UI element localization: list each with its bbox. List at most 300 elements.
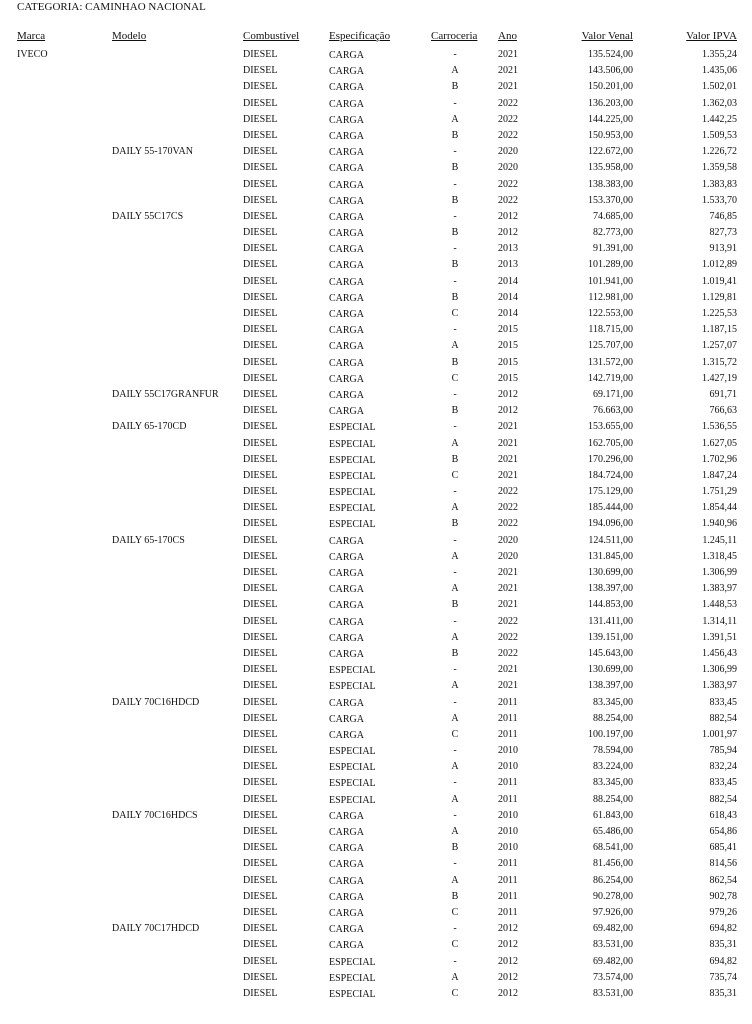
cell-valor-venal: 142.719,00 — [588, 372, 633, 384]
cell-ano: 2010 — [498, 826, 518, 837]
cell-valor-ipva: 1.854,44 — [702, 502, 737, 514]
table-row — [0, 743, 752, 759]
cell-valor-ipva: 1.362,03 — [702, 97, 737, 109]
cell-valor-ipva: 1.318,45 — [702, 550, 737, 562]
cell-carroceria: B — [451, 291, 459, 303]
table-row — [0, 921, 752, 937]
cell-ano: 2022 — [498, 97, 518, 109]
cell-combustivel: DIESEL — [243, 680, 278, 692]
cell-combustivel: DIESEL — [243, 534, 278, 546]
cell-valor-ipva: 1.226,72 — [702, 146, 737, 158]
cell-especificacao: CARGA — [329, 50, 365, 61]
table-row — [0, 727, 752, 743]
cell-especificacao: CARGA — [329, 551, 365, 563]
cell-carroceria: B — [451, 129, 459, 141]
cell-especificacao: CARGA — [329, 632, 365, 644]
cell-valor-ipva: 1.001,97 — [702, 728, 737, 740]
cell-especificacao: CARGA — [329, 697, 365, 709]
cell-carroceria: B — [451, 647, 459, 659]
cell-valor-ipva: 1.533,70 — [702, 194, 737, 206]
cell-especificacao: CARGA — [329, 600, 365, 612]
cell-ano: 2022 — [498, 194, 518, 206]
table-row — [0, 954, 752, 970]
cell-carroceria: B — [451, 162, 459, 174]
cell-valor-ipva: 1.391,51 — [702, 631, 737, 643]
table-row — [0, 889, 752, 905]
cell-combustivel: DIESEL — [243, 308, 278, 319]
cell-ano: 2011 — [498, 906, 518, 918]
table-row — [0, 840, 752, 856]
cell-carroceria: A — [451, 712, 459, 724]
cell-valor-ipva: 1.435,06 — [702, 65, 737, 77]
cell-ano: 2022 — [498, 129, 518, 141]
cell-valor-venal: 88.254,00 — [593, 793, 633, 805]
cell-combustivel: DIESEL — [243, 987, 278, 999]
cell-valor-venal: 83.531,00 — [593, 939, 633, 951]
cell-especificacao: CARGA — [329, 309, 365, 320]
cell-combustivel: DIESEL — [243, 615, 278, 627]
cell-combustivel: DIESEL — [243, 81, 278, 93]
cell-valor-ipva: 882,54 — [709, 712, 737, 724]
cell-valor-venal: 61.843,00 — [593, 809, 633, 821]
cell-ano: 2021 — [498, 567, 518, 578]
cell-combustivel: DIESEL — [243, 664, 278, 676]
cell-especificacao: CARGA — [329, 373, 365, 385]
cell-valor-venal: 81.456,00 — [593, 858, 633, 870]
cell-especificacao: CARGA — [329, 568, 365, 579]
cell-valor-ipva: 618,43 — [709, 809, 737, 821]
cell-valor-venal: 101.941,00 — [588, 275, 633, 287]
cell-valor-ipva: 1.536,55 — [702, 421, 737, 433]
table-row — [0, 533, 752, 549]
cell-ano: 2011 — [498, 777, 518, 789]
cell-ano: 2021 — [498, 469, 518, 481]
table-row — [0, 96, 752, 112]
cell-valor-ipva: 835,31 — [709, 987, 737, 999]
cell-valor-venal: 150.201,00 — [588, 81, 633, 93]
table-row — [0, 371, 752, 387]
table-row — [0, 355, 752, 371]
cell-especificacao: ESPECIAL — [329, 681, 376, 693]
cell-ano: 2012 — [498, 227, 518, 239]
cell-ano: 2012 — [498, 955, 518, 967]
cell-ano: 2020 — [498, 550, 518, 562]
cell-ano: 2015 — [498, 324, 518, 336]
cell-ano: 2010 — [498, 809, 518, 821]
table-row — [0, 905, 752, 921]
table-row — [0, 290, 752, 306]
table-row — [0, 711, 752, 727]
cell-valor-ipva: 1.456,43 — [702, 647, 737, 659]
cell-carroceria: B — [451, 890, 459, 902]
table-row — [0, 824, 752, 840]
cell-ano: 2020 — [498, 162, 518, 174]
cell-valor-ipva: 1.359,58 — [702, 162, 737, 174]
cell-ano: 2021 — [498, 81, 518, 93]
cell-valor-ipva: 654,86 — [709, 826, 737, 837]
cell-valor-ipva: 694,82 — [709, 955, 737, 967]
cell-ano: 2012 — [498, 923, 518, 935]
table-row — [0, 662, 752, 678]
cell-carroceria: - — [453, 243, 457, 255]
cell-carroceria: - — [453, 324, 457, 336]
header-combustivel: Combustível — [243, 30, 300, 42]
cell-especificacao: ESPECIAL — [329, 422, 376, 434]
cell-modelo: DAILY 70C16HDCD — [112, 696, 200, 708]
table-row — [0, 452, 752, 468]
cell-carroceria: - — [453, 49, 457, 60]
cell-valor-ipva: 1.187,15 — [702, 324, 737, 336]
cell-valor-ipva: 1.315,72 — [702, 356, 737, 368]
table-row — [0, 597, 752, 613]
table-row — [0, 986, 752, 1002]
cell-combustivel: DIESEL — [243, 129, 278, 141]
cell-combustivel: DIESEL — [243, 939, 278, 951]
cell-combustivel: DIESEL — [243, 728, 278, 740]
cell-combustivel: DIESEL — [243, 453, 278, 465]
cell-modelo: DAILY 65-170CS — [112, 534, 185, 546]
cell-valor-ipva: 1.383,83 — [702, 178, 737, 190]
table-row — [0, 565, 752, 581]
table-row — [0, 436, 752, 452]
category-title: CATEGORIA: CAMINHAO NACIONAL — [17, 1, 206, 13]
cell-valor-ipva: 1.940,96 — [702, 518, 737, 530]
table-row — [0, 306, 752, 322]
cell-ano: 2014 — [498, 308, 518, 319]
cell-carroceria: B — [451, 227, 459, 239]
cell-valor-ipva: 735,74 — [709, 971, 737, 983]
cell-ano: 2013 — [498, 243, 518, 255]
cell-especificacao: CARGA — [329, 859, 365, 871]
cell-valor-venal: 184.724,00 — [588, 469, 633, 481]
cell-especificacao: ESPECIAL — [329, 438, 376, 450]
table-body — [0, 47, 752, 1002]
cell-especificacao: CARGA — [329, 195, 365, 207]
cell-ano: 2010 — [498, 761, 518, 773]
cell-carroceria: A — [451, 793, 459, 805]
cell-especificacao: CARGA — [329, 713, 365, 725]
table-row — [0, 47, 752, 63]
cell-valor-ipva: 814,56 — [709, 858, 737, 870]
cell-valor-ipva: 1.355,24 — [702, 49, 737, 60]
cell-carroceria: - — [453, 275, 457, 287]
cell-especificacao: ESPECIAL — [329, 988, 376, 1000]
cell-carroceria: - — [453, 97, 457, 109]
cell-valor-ipva: 694,82 — [709, 923, 737, 935]
cell-carroceria: C — [451, 469, 459, 481]
cell-valor-ipva: 1.509,53 — [702, 129, 737, 141]
cell-valor-venal: 112.981,00 — [588, 291, 633, 303]
cell-ano: 2021 — [498, 49, 518, 60]
cell-modelo: DAILY 65-170CD — [112, 421, 187, 433]
cell-valor-venal: 162.705,00 — [588, 437, 633, 449]
cell-carroceria: C — [451, 728, 459, 740]
cell-especificacao: CARGA — [329, 260, 365, 272]
cell-combustivel: DIESEL — [243, 356, 278, 368]
cell-valor-ipva: 1.012,89 — [702, 259, 737, 271]
cell-combustivel: DIESEL — [243, 275, 278, 287]
cell-ano: 2022 — [498, 502, 518, 514]
cell-valor-venal: 65.486,00 — [593, 826, 633, 837]
cell-carroceria: A — [451, 502, 459, 514]
cell-combustivel: DIESEL — [243, 647, 278, 659]
cell-ano: 2012 — [498, 405, 518, 417]
cell-ano: 2022 — [498, 631, 518, 643]
cell-carroceria: B — [451, 405, 459, 417]
cell-valor-venal: 78.594,00 — [593, 745, 633, 757]
cell-valor-venal: 135.524,00 — [588, 49, 633, 60]
header-valor-ipva: Valor IPVA — [686, 30, 737, 42]
cell-modelo: DAILY 55C17GRANFUR — [112, 388, 219, 400]
table-row — [0, 484, 752, 500]
cell-valor-ipva: 1.751,29 — [702, 486, 737, 498]
cell-valor-ipva: 685,41 — [709, 842, 737, 854]
cell-combustivel: DIESEL — [243, 324, 278, 336]
cell-especificacao: ESPECIAL — [329, 454, 376, 466]
cell-ano: 2012 — [498, 388, 518, 400]
cell-valor-venal: 88.254,00 — [593, 712, 633, 724]
cell-valor-venal: 194.096,00 — [588, 518, 633, 530]
cell-valor-venal: 86.254,00 — [593, 874, 633, 886]
cell-valor-ipva: 882,54 — [709, 793, 737, 805]
cell-carroceria: B — [451, 518, 459, 530]
cell-ano: 2021 — [498, 583, 518, 595]
cell-ano: 2021 — [498, 65, 518, 77]
cell-carroceria: B — [451, 453, 459, 465]
cell-valor-venal: 118.715,00 — [588, 324, 633, 336]
cell-ano: 2014 — [498, 275, 518, 287]
cell-combustivel: DIESEL — [243, 809, 278, 821]
table-row — [0, 387, 752, 403]
table-row — [0, 614, 752, 630]
cell-combustivel: DIESEL — [243, 259, 278, 271]
header-modelo: Modelo — [112, 30, 147, 42]
table-row — [0, 112, 752, 128]
cell-especificacao: CARGA — [329, 843, 365, 855]
cell-ano: 2010 — [498, 745, 518, 757]
table-row — [0, 873, 752, 889]
cell-ano: 2012 — [498, 939, 518, 951]
cell-combustivel: DIESEL — [243, 906, 278, 918]
cell-modelo: DAILY 55-170VAN — [112, 146, 193, 158]
cell-valor-ipva: 833,45 — [709, 777, 737, 789]
cell-combustivel: DIESEL — [243, 971, 278, 983]
cell-valor-venal: 91.391,00 — [593, 243, 633, 255]
table-row — [0, 225, 752, 241]
cell-valor-ipva: 835,31 — [709, 939, 737, 951]
cell-valor-venal: 122.672,00 — [588, 146, 633, 158]
cell-carroceria: C — [451, 906, 459, 918]
cell-ano: 2020 — [498, 146, 518, 158]
cell-ano: 2020 — [498, 534, 518, 546]
cell-modelo: DAILY 70C17HDCD — [112, 923, 200, 935]
cell-carroceria: - — [453, 745, 457, 757]
cell-valor-venal: 153.370,00 — [588, 194, 633, 206]
cell-ano: 2012 — [498, 987, 518, 999]
cell-especificacao: ESPECIAL — [329, 956, 376, 968]
cell-carroceria: A — [451, 65, 459, 77]
table-row — [0, 338, 752, 354]
cell-ano: 2022 — [498, 647, 518, 659]
cell-valor-ipva: 1.383,97 — [702, 583, 737, 595]
cell-valor-ipva: 1.448,53 — [702, 599, 737, 611]
cell-ano: 2022 — [498, 518, 518, 530]
cell-combustivel: DIESEL — [243, 777, 278, 789]
cell-combustivel: DIESEL — [243, 745, 278, 757]
cell-valor-venal: 124.511,00 — [588, 534, 633, 546]
cell-ano: 2022 — [498, 178, 518, 190]
table-row — [0, 209, 752, 225]
cell-valor-venal: 136.203,00 — [588, 97, 633, 109]
cell-ano: 2021 — [498, 453, 518, 465]
cell-especificacao: CARGA — [329, 875, 365, 887]
cell-valor-venal: 97.926,00 — [593, 906, 633, 918]
cell-especificacao: CARGA — [329, 940, 365, 952]
cell-valor-venal: 185.444,00 — [588, 502, 633, 514]
cell-marca: IVECO — [17, 49, 48, 60]
cell-valor-venal: 130.699,00 — [588, 567, 633, 578]
cell-valor-venal: 131.411,00 — [588, 615, 633, 627]
header-carroceria: Carroceria — [431, 30, 478, 42]
cell-combustivel: DIESEL — [243, 97, 278, 109]
cell-ano: 2015 — [498, 356, 518, 368]
cell-carroceria: B — [451, 194, 459, 206]
cell-carroceria: - — [453, 696, 457, 708]
cell-especificacao: CARGA — [329, 130, 365, 142]
cell-ano: 2011 — [498, 712, 518, 724]
cell-valor-venal: 69.482,00 — [593, 923, 633, 935]
cell-especificacao: CARGA — [329, 147, 365, 159]
table-row — [0, 257, 752, 273]
cell-combustivel: DIESEL — [243, 631, 278, 643]
table-row — [0, 468, 752, 484]
cell-ano: 2022 — [498, 615, 518, 627]
cell-ano: 2011 — [498, 793, 518, 805]
cell-especificacao: ESPECIAL — [329, 794, 376, 806]
cell-valor-ipva: 1.502,01 — [702, 81, 737, 93]
cell-combustivel: DIESEL — [243, 162, 278, 174]
cell-ano: 2011 — [498, 890, 518, 902]
table-row — [0, 160, 752, 176]
cell-ano: 2022 — [498, 113, 518, 125]
cell-especificacao: ESPECIAL — [329, 762, 376, 774]
cell-carroceria: B — [451, 81, 459, 93]
table-row — [0, 775, 752, 791]
cell-ano: 2015 — [498, 340, 518, 352]
cell-combustivel: DIESEL — [243, 826, 278, 837]
cell-valor-ipva: 833,45 — [709, 696, 737, 708]
cell-valor-ipva: 1.245,11 — [702, 534, 737, 546]
cell-valor-ipva: 862,54 — [709, 874, 737, 886]
cell-carroceria: - — [453, 955, 457, 967]
cell-combustivel: DIESEL — [243, 49, 278, 60]
cell-carroceria: - — [453, 534, 457, 546]
cell-especificacao: CARGA — [329, 292, 365, 304]
cell-carroceria: A — [451, 631, 459, 643]
table-row — [0, 419, 752, 435]
cell-valor-venal: 131.572,00 — [588, 356, 633, 368]
cell-valor-venal: 122.553,00 — [588, 308, 633, 319]
cell-carroceria: - — [453, 777, 457, 789]
cell-carroceria: A — [451, 680, 459, 692]
cell-especificacao: CARGA — [329, 163, 365, 175]
cell-combustivel: DIESEL — [243, 437, 278, 449]
cell-valor-venal: 138.397,00 — [588, 583, 633, 595]
cell-valor-ipva: 1.306,99 — [702, 567, 737, 578]
cell-combustivel: DIESEL — [243, 761, 278, 773]
cell-especificacao: CARGA — [329, 584, 365, 596]
cell-especificacao: CARGA — [329, 228, 365, 240]
cell-valor-venal: 131.845,00 — [588, 550, 633, 562]
cell-valor-venal: 68.541,00 — [593, 842, 633, 854]
cell-valor-ipva: 1.427,19 — [702, 372, 737, 384]
cell-especificacao: CARGA — [329, 827, 365, 838]
cell-especificacao: ESPECIAL — [329, 519, 376, 531]
cell-carroceria: - — [453, 210, 457, 222]
cell-valor-ipva: 1.702,96 — [702, 453, 737, 465]
cell-valor-venal: 145.643,00 — [588, 647, 633, 659]
cell-combustivel: DIESEL — [243, 210, 278, 222]
cell-valor-ipva: 1.383,97 — [702, 680, 737, 692]
cell-valor-venal: 83.224,00 — [593, 761, 633, 773]
cell-ano: 2014 — [498, 291, 518, 303]
cell-combustivel: DIESEL — [243, 923, 278, 935]
cell-carroceria: - — [453, 664, 457, 676]
cell-ano: 2013 — [498, 259, 518, 271]
cell-carroceria: - — [453, 146, 457, 158]
cell-combustivel: DIESEL — [243, 469, 278, 481]
cell-combustivel: DIESEL — [243, 696, 278, 708]
cell-especificacao: CARGA — [329, 276, 365, 288]
cell-valor-ipva: 691,71 — [709, 388, 737, 400]
cell-valor-venal: 82.773,00 — [593, 227, 633, 239]
header-especificacao: Especificação — [329, 30, 391, 42]
cell-valor-ipva: 827,73 — [709, 227, 737, 239]
table-row — [0, 144, 752, 160]
cell-especificacao: ESPECIAL — [329, 972, 376, 984]
cell-combustivel: DIESEL — [243, 146, 278, 158]
cell-especificacao: CARGA — [329, 325, 365, 337]
cell-modelo: DAILY 55C17CS — [112, 210, 184, 222]
cell-modelo: DAILY 70C16HDCS — [112, 809, 198, 821]
cell-combustivel: DIESEL — [243, 502, 278, 514]
cell-valor-venal: 83.345,00 — [593, 777, 633, 789]
cell-especificacao: CARGA — [329, 907, 365, 919]
table-row — [0, 241, 752, 257]
cell-especificacao: CARGA — [329, 891, 365, 903]
cell-combustivel: DIESEL — [243, 583, 278, 595]
table-row — [0, 274, 752, 290]
table-header — [0, 29, 752, 43]
cell-carroceria: C — [451, 308, 459, 319]
cell-especificacao: ESPECIAL — [329, 470, 376, 482]
cell-valor-ipva: 1.129,81 — [702, 291, 737, 303]
cell-especificacao: CARGA — [329, 341, 365, 353]
table-row — [0, 322, 752, 338]
cell-carroceria: - — [453, 567, 457, 578]
cell-combustivel: DIESEL — [243, 243, 278, 255]
cell-especificacao: CARGA — [329, 357, 365, 369]
cell-valor-venal: 135.958,00 — [588, 162, 633, 174]
cell-combustivel: DIESEL — [243, 65, 278, 77]
cell-valor-venal: 100.197,00 — [588, 728, 633, 740]
cell-valor-ipva: 902,78 — [709, 890, 737, 902]
cell-carroceria: A — [451, 437, 459, 449]
cell-combustivel: DIESEL — [243, 113, 278, 125]
cell-carroceria: - — [453, 421, 457, 433]
cell-carroceria: A — [451, 340, 459, 352]
table-row — [0, 970, 752, 986]
